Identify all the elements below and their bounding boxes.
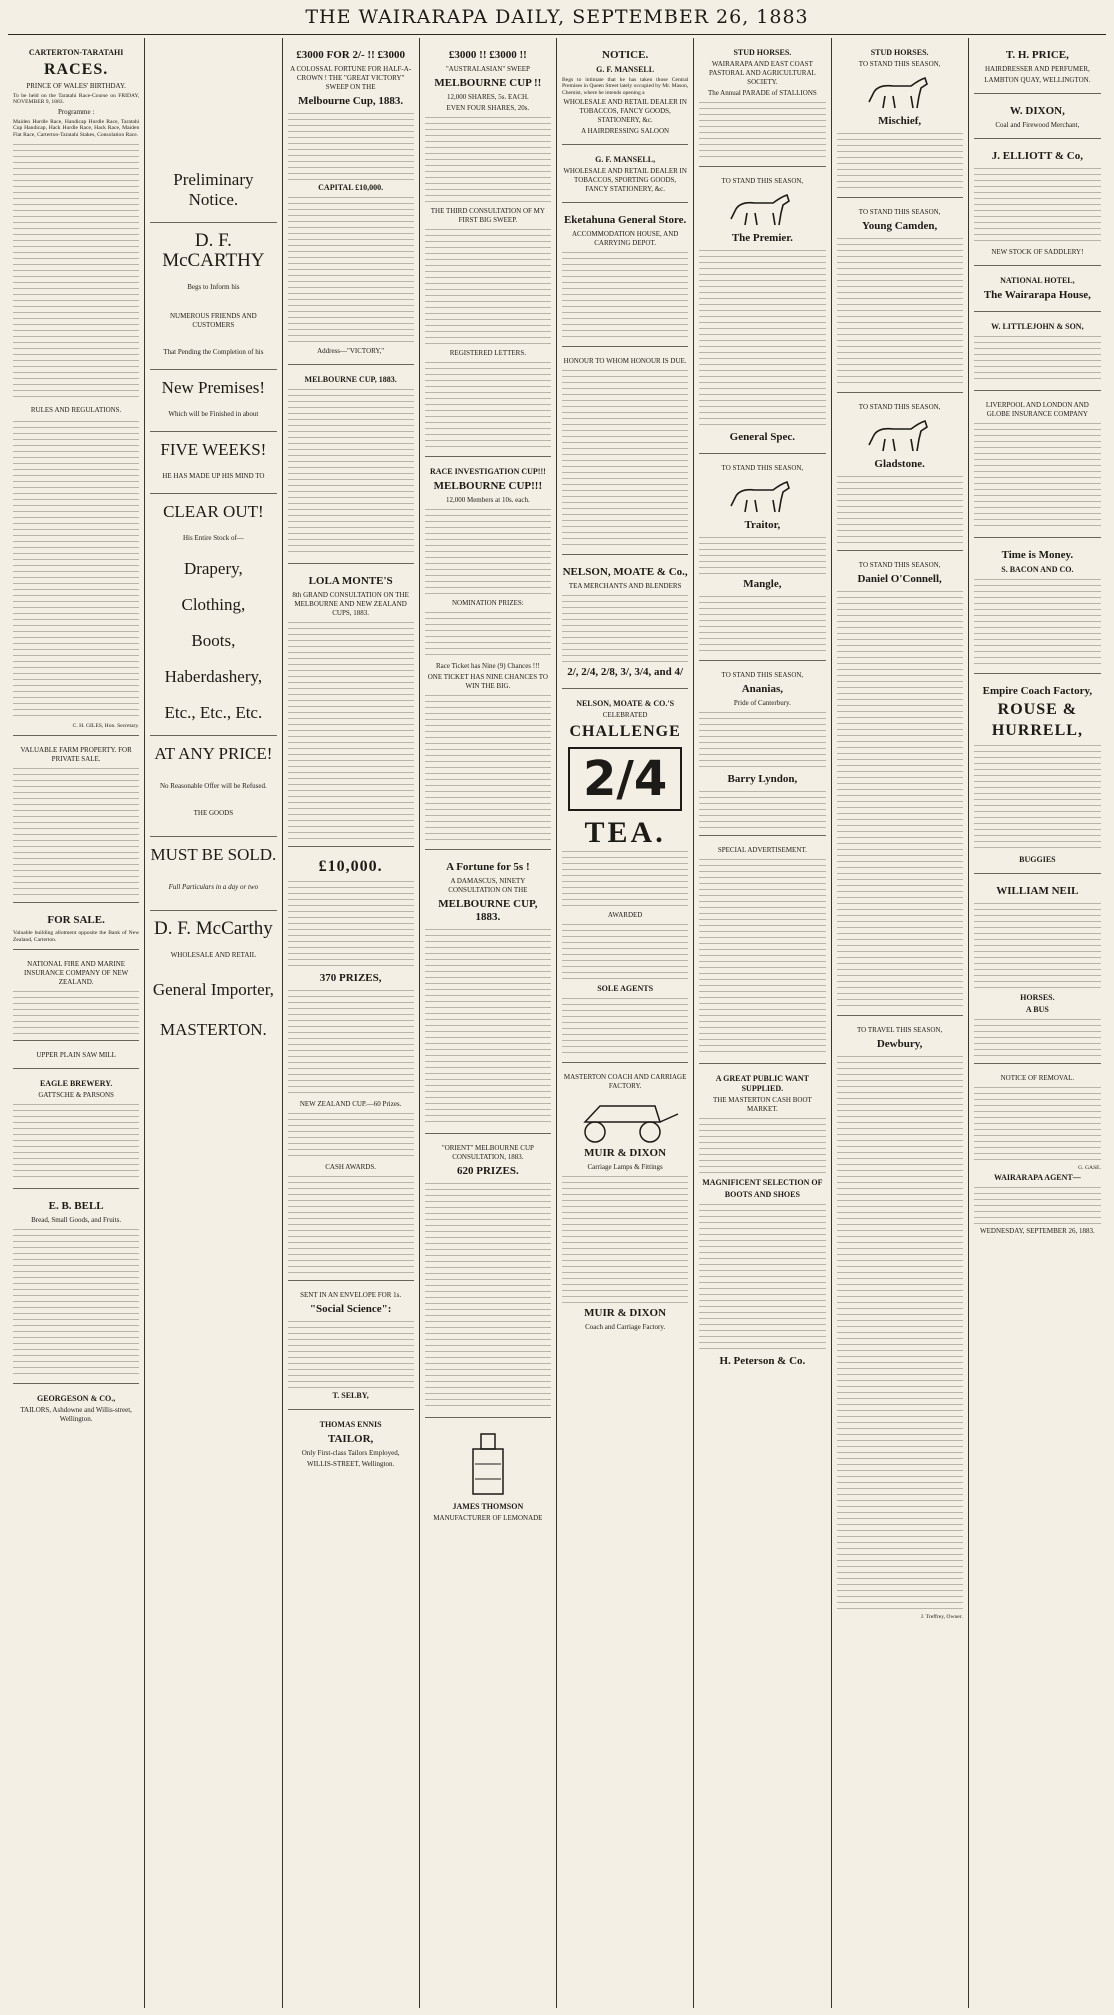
brewery-body-text xyxy=(13,1102,139,1182)
programme-head: Programme : xyxy=(57,107,95,116)
clear-out: CLEAR OUT! xyxy=(150,493,276,522)
muir-name-2: MUIR & DIXON xyxy=(584,1307,667,1320)
price-street: LAMBTON QUAY, WELLINGTON. xyxy=(984,76,1091,84)
gase-name: G. GASE. xyxy=(1078,1165,1101,1171)
wairarapa-agent: WAIRARAPA AGENT— xyxy=(994,1173,1081,1183)
brewery-head: EAGLE BREWERY. xyxy=(39,1079,113,1089)
ennis-sub: Only First-class Tailors Employed, xyxy=(301,1449,400,1457)
mansell-name-2: G. F. MANSELL, xyxy=(595,155,656,165)
stud-head-2: STUD HORSES. xyxy=(870,48,929,57)
nz-cup-head: NEW ZEALAND CUP.—60 Prizes. xyxy=(299,1100,402,1108)
horse-illustration xyxy=(727,476,797,516)
horse-illustration xyxy=(727,189,797,229)
nine-chances-text xyxy=(425,693,551,843)
ananias-ad xyxy=(699,665,825,836)
price-sub: HAIRDRESSER AND PERFUMER, xyxy=(984,65,1090,73)
masthead-rule xyxy=(8,34,1106,35)
damascus-cup: MELBOURNE CUP, 1883. xyxy=(438,898,538,923)
farm-body-text xyxy=(13,766,139,896)
aus-consult: THE THIRD CONSULTATION OF MY FIRST BIG SWEEP. xyxy=(430,207,545,224)
mangle-name: Mangle, xyxy=(743,578,782,590)
nomination-text xyxy=(425,610,551,660)
begs-inform: Begs to Inform his xyxy=(187,283,240,291)
investigation-cup-ad xyxy=(425,461,551,850)
challenge-tea-ad xyxy=(562,693,688,1063)
mccarthy-name: D. F. McCARTHY xyxy=(150,222,276,271)
price-name: T. H. PRICE, xyxy=(1005,49,1069,61)
camden-text xyxy=(837,236,963,386)
national-hotel-ad xyxy=(974,270,1101,312)
agents-text xyxy=(562,996,688,1056)
eketahuna-text xyxy=(562,250,688,340)
masthead xyxy=(0,0,1114,34)
camden-stand: TO STAND THIS SEASON, xyxy=(858,208,941,216)
aus-prize-text xyxy=(425,115,551,205)
awarded-text xyxy=(562,922,688,982)
horse-illustration xyxy=(865,72,935,112)
mischief-ad xyxy=(837,42,963,198)
must-be-sold: MUST BE SOLD. xyxy=(150,836,276,865)
liverpool-text xyxy=(974,421,1101,531)
fortune-head: A Fortune for 5s ! xyxy=(446,861,530,873)
stock-boots: Boots, xyxy=(191,631,236,650)
parade-head: The Annual PARADE of STALLIONS xyxy=(707,89,817,97)
oconnell-ad xyxy=(837,555,963,1016)
tea-text xyxy=(562,849,688,909)
aus-body-text xyxy=(425,227,551,347)
sweep-body-text xyxy=(288,111,414,181)
georgeson-head: GEORGESON & CO., xyxy=(37,1394,116,1404)
sweep-prize-text xyxy=(288,195,414,345)
nomination-prizes: NOMINATION PRIZES: xyxy=(452,599,524,607)
lemonade-sub: MANUFACTURER OF LEMONADE xyxy=(433,1514,543,1522)
the-goods: THE GOODS xyxy=(193,809,234,817)
selby-name: T. SELBY, xyxy=(332,1391,369,1400)
bus-text xyxy=(974,1017,1101,1057)
littlejohn-name: W. LITTLEJOHN & SON, xyxy=(991,322,1084,331)
brewery-firm: GATTSCHE & PARSONS xyxy=(38,1091,114,1100)
celebrated: CELEBRATED xyxy=(602,711,648,720)
orient-head: "ORIENT" MELBOURNE CUP CONSULTATION, 1883. xyxy=(441,1144,534,1161)
registered-letters: REGISTERED LETTERS. xyxy=(449,349,526,357)
bacon-name: S. BACON AND CO. xyxy=(1001,565,1074,574)
bell-sub: Bread, Small Goods, and Fruits. xyxy=(31,1216,122,1225)
new-premises: New Premises! xyxy=(150,369,276,398)
stock-clothing: Clothing, xyxy=(181,595,246,614)
social-science-ad xyxy=(288,1285,414,1410)
farm-ad xyxy=(13,740,139,903)
general-importer: General Importer, xyxy=(152,980,274,999)
insurance-body-text xyxy=(13,989,139,1034)
parade-text xyxy=(699,100,825,160)
ananias-name: Ananias, xyxy=(741,683,784,695)
finished-about: Which will be Finished in about xyxy=(168,410,259,418)
science-text xyxy=(288,1319,414,1389)
races-ad xyxy=(13,42,139,736)
horse-illustration xyxy=(865,415,935,455)
saddlery-head: NEW STOCK OF SADDLERY! xyxy=(991,248,1084,256)
hurrell-name: HURRELL, xyxy=(991,722,1083,739)
eketahuna-sub: ACCOMMODATION HOUSE, AND CARRYING DEPOT. xyxy=(571,230,679,248)
aus-sweep-head: £3000 !! £3000 !! xyxy=(448,49,527,61)
column-3 xyxy=(283,38,420,2008)
muir-sub: Carriage Lamps & Fittings xyxy=(587,1163,663,1172)
cup-1883-ad xyxy=(288,369,414,564)
races-body-text xyxy=(13,142,139,402)
premier-text xyxy=(699,248,825,428)
littlejohn-ad xyxy=(974,316,1101,391)
bacon-text xyxy=(974,577,1101,667)
column-8 xyxy=(969,38,1106,2008)
challenge-head: CHALLENGE xyxy=(569,723,681,741)
barry-name: Barry Lyndon, xyxy=(727,773,798,785)
dixon-ad xyxy=(974,98,1101,139)
carriage-illustration xyxy=(570,1094,680,1144)
ten-thousand-head: £10,000. xyxy=(318,858,383,875)
bell-ad xyxy=(13,1193,139,1384)
investigation-cup: MELBOURNE CUP!!! xyxy=(433,480,543,492)
bus-head: A BUS xyxy=(1025,1005,1049,1014)
mischief-stand: TO STAND THIS SEASON, xyxy=(858,60,941,68)
boots-text xyxy=(699,1202,825,1352)
muir-name: MUIR & DIXON xyxy=(584,1147,667,1160)
newspaper-columns xyxy=(8,38,1106,2008)
column-6 xyxy=(694,38,831,2008)
buggies: BUGGIES xyxy=(1019,855,1056,864)
dewbury-ad xyxy=(837,1020,963,1626)
notice-head: NOTICE. xyxy=(602,49,649,61)
dewbury-text xyxy=(837,1054,963,1614)
peterson-name: H. Peterson & Co. xyxy=(719,1355,806,1367)
liverpool-head: LIVERPOOL AND LONDON AND GLOBE INSURANCE COMPANY xyxy=(985,401,1089,418)
brewery-ad xyxy=(13,1073,139,1189)
science-head: "Social Science": xyxy=(309,1303,392,1315)
dewbury-stand: TO TRAVEL THIS SEASON, xyxy=(857,1026,943,1034)
prelim-notice: Preliminary Notice. xyxy=(173,170,254,209)
damascus-text xyxy=(425,927,551,1127)
investigation-text xyxy=(425,507,551,597)
lola-montes-ad xyxy=(288,568,414,847)
sweep-capital: CAPITAL £10,000. xyxy=(318,183,384,192)
oconnell-stand: TO STAND THIS SEASON, xyxy=(858,561,941,569)
ennis-trade: TAILOR, xyxy=(327,1433,374,1445)
rouse-name: ROUSE & xyxy=(997,701,1078,718)
stock-haberdashery: Haberdashery, xyxy=(164,667,263,686)
muir-sub-2: Coach and Carriage Factory. xyxy=(585,1323,666,1332)
aus-shares: 12,000 SHARES, 5s. EACH. xyxy=(446,93,529,101)
dixon-sub: Coal and Firewood Merchant, xyxy=(995,121,1080,129)
stock-etc: Etc., Etc., Etc. xyxy=(164,703,263,722)
sawmill-ad xyxy=(13,1045,139,1069)
neil-ad xyxy=(974,878,1101,1064)
gladstone-ad xyxy=(837,397,963,551)
orient-prizes: 620 PRIZES. xyxy=(457,1165,519,1177)
mansell-name: G. F. MANSELL xyxy=(596,65,655,74)
neil-name: WILLIAM NEIL xyxy=(996,885,1079,897)
prizes-370: 370 PRIZES, xyxy=(319,972,382,984)
ennis-name: THOMAS ENNIS xyxy=(319,1420,382,1429)
sweep-head: £3000 FOR 2/- !! £3000 xyxy=(296,49,405,61)
mansell-notice-ad xyxy=(562,42,688,145)
special-text xyxy=(699,857,825,1057)
national-hotel: NATIONAL HOTEL, xyxy=(1000,276,1075,285)
camden-ad xyxy=(837,202,963,393)
traitor-text xyxy=(699,535,825,575)
dewbury-name: Dewbury, xyxy=(876,1038,923,1050)
cash-awards-text xyxy=(288,1174,414,1274)
georgeson-ad xyxy=(13,1388,139,1432)
races-place: CARTERTON-TARATAHI xyxy=(28,48,124,57)
ananias-stand: TO STAND THIS SEASON, xyxy=(721,671,804,679)
footer-date: WEDNESDAY, SEPTEMBER 26, 1883. xyxy=(980,1227,1095,1236)
nelson-text xyxy=(562,593,688,663)
nelson-head: NELSON, MOATE & Co., xyxy=(562,566,688,579)
sale-ad xyxy=(13,907,139,950)
boots-shoes: BOOTS AND SHOES xyxy=(724,1190,800,1199)
mischief-name: Mischief, xyxy=(878,115,922,127)
ananias-text xyxy=(699,710,825,770)
eketahuna-head: Eketahuna General Store. xyxy=(563,214,687,227)
victory-sweep-ad xyxy=(288,42,414,365)
sawmill-head: UPPER PLAIN SAW MILL xyxy=(36,1051,116,1060)
coach-head: MASTERTON COACH AND CARRIAGE FACTORY. xyxy=(563,1073,687,1091)
offer-refused: No Reasonable Offer will be Refused. xyxy=(159,782,267,790)
investigation-head: RACE INVESTIGATION CUP!!! xyxy=(429,467,546,476)
orient-ad xyxy=(425,1138,551,1418)
gladstone-text xyxy=(837,474,963,544)
investigation-members: 12,000 Members at 10s. each. xyxy=(445,496,530,504)
nine-chances: Race Ticket has Nine (9) Chances !!! xyxy=(435,662,540,670)
treffrey-owner: J. Treffrey, Owner. xyxy=(920,1614,963,1620)
sweep-cup: Melbourne Cup, 1883. xyxy=(298,95,404,107)
tea-word: TEA. xyxy=(584,816,666,850)
lemonade-ad xyxy=(425,1422,551,1531)
lemonade-bottle-illustration xyxy=(443,1429,533,1499)
awarded-head: AWARDED xyxy=(607,911,643,920)
ten-thousand-ad xyxy=(288,851,414,1281)
column-2 xyxy=(145,38,282,2008)
empire-coach-ad xyxy=(974,678,1101,874)
eketahuna-ad xyxy=(562,207,688,347)
rouse-text xyxy=(974,743,1101,853)
ennis-street: WILLIS-STREET, Wellington. xyxy=(307,1460,395,1468)
oconnell-text xyxy=(837,589,963,1009)
mansell-hairdressing: A HAIRDRESSING SALOON xyxy=(581,127,670,136)
aus-even: EVEN FOUR SHARES, 20s. xyxy=(446,104,530,112)
column-7 xyxy=(832,38,969,2008)
races-secretary: C. H. GILES, Hon. Secretary. xyxy=(72,723,140,730)
liverpool-ad xyxy=(974,395,1101,538)
cash-boot-ad xyxy=(699,1068,825,1377)
aus-cup: MELBOURNE CUP !! xyxy=(434,77,542,89)
damascus-head: A DAMASCUS, NINETY CONSULTATION ON THE xyxy=(448,877,528,894)
price-ad xyxy=(974,42,1101,94)
nelson-name-2: NELSON, MOATE & CO.'S xyxy=(576,699,675,709)
removal-ad xyxy=(974,1068,1101,1244)
empire-head: Empire Coach Factory, xyxy=(982,685,1093,697)
coach-factory-ad xyxy=(562,1067,688,1340)
general-spec: General Spec. xyxy=(729,431,796,443)
barry-text xyxy=(699,789,825,829)
programme-text: Maiden Hurdle Race, Handicap Hurdle Race, Taratahi Cup Handicap, Hack Hurdle Race, Hack Race, Maiden Flat Race, Carterton-Taratahi Stakes, Consolation Race. xyxy=(13,118,140,138)
lola-body-text xyxy=(288,620,414,840)
traitor-name: Traitor, xyxy=(744,519,781,531)
entire-stock: His Entire Stock of— xyxy=(182,534,244,542)
races-title: RACES. xyxy=(44,61,109,78)
insurance-ad xyxy=(13,954,139,1041)
show-head: WAIRARAPA AND EAST COAST PASTORAL AND AGRICULTURAL SOCIETY. xyxy=(708,60,816,86)
ennis-ad xyxy=(288,1414,414,1477)
magnificent-head: MAGNIFICENT SELECTION OF xyxy=(702,1178,823,1187)
honour-text xyxy=(562,368,688,548)
wholesale-retail: WHOLESALE AND RETAIL xyxy=(170,951,257,959)
nz-cup-text xyxy=(288,1111,414,1161)
cup-1883-head: MELBOURNE CUP, 1883. xyxy=(304,375,397,384)
nelson-prices: 2/, 2/4, 2/8, 3/, 3/4, and 4/ xyxy=(567,666,684,679)
five-weeks: FIVE WEEKS! xyxy=(150,431,276,460)
any-price: AT ANY PRICE! xyxy=(150,735,276,764)
georgeson-sub: TAILORS, Ashdowne and Willis-street, Wellington. xyxy=(20,1406,132,1424)
special-ad xyxy=(699,840,825,1064)
mischief-text xyxy=(837,131,963,191)
registered-text xyxy=(425,360,551,450)
sole-agents: SOLE AGENTS xyxy=(597,984,654,994)
removal-head: NOTICE OF REMOVAL. xyxy=(1000,1074,1075,1082)
insurance-head: NATIONAL FIRE AND MARINE INSURANCE COMPANY OF NEW ZEALAND. xyxy=(23,960,129,987)
agent-text xyxy=(974,1185,1101,1225)
mccarthy-name-2: D. F. McCarthy xyxy=(150,910,276,939)
full-particulars: Full Particulars in a day or two xyxy=(168,883,259,891)
lola-sub: 8th GRAND CONSULTATION ON THE MELBOURNE AND NEW ZEALAND CUPS, 1883. xyxy=(292,591,409,617)
removal-text xyxy=(974,1085,1101,1165)
sweep-address: Address—"VICTORY," xyxy=(317,347,385,355)
column-1 xyxy=(8,38,145,2008)
camden-name: Young Camden, xyxy=(862,220,938,232)
envelope-head: SENT IN AN ENVELOPE FOR 1s. xyxy=(300,1291,402,1299)
traitor-stand: TO STAND THIS SEASON, xyxy=(721,464,804,472)
column-4 xyxy=(420,38,557,2008)
stock-drapery: Drapery, xyxy=(183,559,243,578)
sweep-sub: A COLOSSAL FORTUNE FOR HALF-A-CROWN ! THE "GREAT VICTORY" SWEEP ON THE xyxy=(290,65,412,91)
stud-horses-ad-1 xyxy=(699,42,825,167)
masthead-title: THE WAIRARAPA DAILY, SEPTEMBER 26, 1883 xyxy=(305,6,809,28)
mansell-ad-2 xyxy=(562,149,688,203)
tea-price-box xyxy=(568,747,682,811)
farm-head: VALUABLE FARM PROPERTY. FOR PRIVATE SALE. xyxy=(20,746,132,764)
made-up-mind: HE HAS MADE UP HIS MIND TO xyxy=(162,472,265,480)
races-sub: PRINCE OF WALES' BIRTHDAY. xyxy=(26,82,126,90)
mansell-text: Begs to intimate that he has taken those Central Premises in Queen Street lately occupied by Mr. Mason, Chemist, where he intends opening a xyxy=(562,77,689,96)
cup-1883-text xyxy=(288,387,414,557)
pride-canterbury: Pride of Canterbury. xyxy=(733,699,791,707)
friends-customers: NUMEROUS FRIENDS AND CUSTOMERS xyxy=(170,312,257,329)
orient-text xyxy=(425,1181,551,1411)
nelson-sub: TEA MERCHANTS AND BLENDERS xyxy=(568,582,682,591)
mangle-text xyxy=(699,594,825,654)
muir-text xyxy=(562,1174,688,1304)
sale-text: Valuable building allotment opposite the Bank of New Zealand, Carterton. xyxy=(13,930,140,943)
premier-ad xyxy=(699,171,825,454)
elliott-text xyxy=(974,166,1101,246)
money-ad xyxy=(974,542,1101,674)
wairarapa-house: The Wairarapa House, xyxy=(983,289,1091,301)
sale-head: FOR SALE. xyxy=(47,914,105,927)
bell-body-text xyxy=(13,1227,139,1377)
mansell-wholesale: WHOLESALE AND RETAIL DEALER IN TOBACCOS, FANCY GOODS, STATIONERY, &c. xyxy=(563,98,687,125)
cash-boot-text xyxy=(699,1116,825,1176)
dixon-name: W. DIXON, xyxy=(1009,105,1065,117)
great-want: A GREAT PUBLIC WANT SUPPLIED. xyxy=(715,1074,809,1093)
premier-name: The Premier. xyxy=(731,232,793,244)
nelson-moate-ad xyxy=(562,559,688,689)
honour-ad xyxy=(562,351,688,555)
nine-chances-sub: ONE TICKET HAS NINE CHANCES TO WIN THE BIG. xyxy=(427,673,548,690)
honour-head: HONOUR TO WHOM HONOUR IS DUE. xyxy=(563,357,687,366)
mansell-sub-2: WHOLESALE AND RETAIL DEALER IN TOBACCOS, SPORTING GOODS, FANCY STATIONERY, &c. xyxy=(563,167,687,194)
cash-awards: CASH AWARDS. xyxy=(325,1163,377,1171)
tea-price: 2/4 xyxy=(582,751,668,808)
pending-completion: That Pending the Completion of his xyxy=(163,348,264,356)
australasian-sweep-ad xyxy=(425,42,551,457)
rules-head: RULES AND REGULATIONS. xyxy=(30,406,122,415)
elliott-ad xyxy=(974,143,1101,266)
horses-head: HORSES. xyxy=(1020,993,1055,1002)
gladstone-stand: TO STAND THIS SEASON, xyxy=(858,403,941,411)
money-head: Time is Money. xyxy=(1001,549,1074,561)
races-text: To be held on the Taratahi Race-Course on FRIDAY, NOVEMBER 9, 1883. xyxy=(13,93,140,106)
fortune-ad xyxy=(425,854,551,1134)
neil-text xyxy=(974,901,1101,991)
ten-thousand-text xyxy=(288,879,414,969)
town-masterton: MASTERTON. xyxy=(159,1020,267,1039)
aus-sweep-name: "AUSTRALASIAN" SWEEP xyxy=(445,65,530,73)
cash-boot-head: THE MASTERTON CASH BOOT MARKET. xyxy=(712,1096,812,1113)
prizes-370-text xyxy=(288,988,414,1098)
gladstone-name: Gladstone. xyxy=(874,458,925,470)
traitor-ad xyxy=(699,458,825,661)
premier-stand: TO STAND THIS SEASON, xyxy=(721,177,804,185)
lola-head: LOLA MONTE'S xyxy=(308,575,393,587)
column-5 xyxy=(557,38,694,2008)
littlejohn-text xyxy=(974,334,1101,384)
lemonade-name: JAMES THOMSON xyxy=(452,1502,524,1511)
oconnell-name: Daniel O'Connell, xyxy=(857,573,942,585)
special-head: SPECIAL ADVERTISEMENT. xyxy=(717,846,807,854)
bell-head: E. B. BELL xyxy=(48,1200,104,1213)
elliott-name: J. ELLIOTT & Co, xyxy=(991,150,1083,162)
rules-body-text xyxy=(13,419,139,719)
stud-head-1: STUD HORSES. xyxy=(733,48,792,57)
